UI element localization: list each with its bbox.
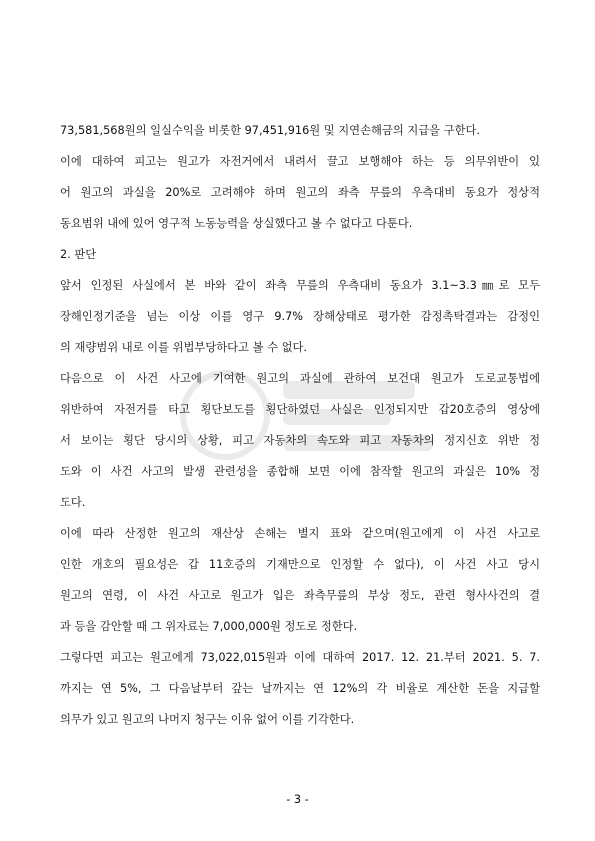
body-line-18: 그렇다면 피고는 원고에게 73,022,015원과 이에 대하여 2017. 12. 21.부터 2021. 5. 7. — [60, 651, 540, 664]
body-line-14: 이에 따라 산정한 원고의 재산상 손해는 별지 표와 같으며(원고에게 이 사건 사고로 — [60, 527, 540, 540]
body-line-1: 73,581,568원의 일실수익을 비롯한 97,451,916원 및 지연손해금의 지급을 구한다. — [60, 124, 480, 137]
body-line-2: 이에 대하여 피고는 원고가 자전거에서 내려서 끌고 보행해야 하는 등 의무위반이 있 — [60, 155, 540, 168]
body-line-13: 도다. — [60, 496, 86, 509]
body-line-12: 도와 이 사건 사고의 발생 관련성을 종합해 보면 이에 참작할 원고의 과실은 10% 정 — [60, 465, 540, 478]
body-line-8: 의 재량범위 내로 이를 위법부당하다고 볼 수 없다. — [60, 341, 307, 354]
body-line-11: 서 보이는 횡단 당시의 상황, 피고 자동차의 속도와 피고 자동차의 정지신호 위반 정 — [60, 434, 540, 447]
section-heading: 2. 판단 — [60, 248, 97, 261]
body-line-15: 인한 개호의 필요성은 갑 11호증의 기재만으로 인정할 수 없다), 이 사건 사고 당시 — [60, 558, 540, 571]
body-line-17: 과 등을 감안할 때 그 위자료는 7,000,000원 정도로 정한다. — [60, 620, 358, 633]
page-number: - 3 - — [286, 793, 309, 806]
body-line-16: 원고의 연령, 이 사건 사고로 원고가 입은 좌측무릎의 부상 정도, 관련 형사사건의 결 — [60, 589, 540, 602]
body-line-3: 어 원고의 과실을 20%로 고려해야 하며 원고의 좌측 무릎의 우측대비 동요가 정상적 — [60, 186, 540, 199]
body-line-19: 까지는 연 5%, 그 다음날부터 갚는 날까지는 연 12%의 각 비율로 계산한 돈을 지급할 — [60, 682, 540, 695]
body-line-4: 동요범위 내에 있어 영구적 노동능력을 상실했다고 볼 수 없다고 다툰다. — [60, 217, 413, 230]
body-line-6: 앞서 인정된 사실에서 본 바와 같이 좌측 무릎의 우측대비 동요가 3.1~3.3㎜로 모두 — [60, 279, 540, 292]
body-line-10: 위반하여 자전거를 타고 횡단보도를 횡단하였던 사실은 인정되지만 갑20호증의 영상에 — [60, 403, 540, 416]
body-line-20: 의무가 있고 원고의 나머지 청구는 이유 없어 이를 기각한다. — [60, 713, 355, 726]
body-line-7: 장해인정기준을 넘는 이상 이를 영구 9.7% 장해상태로 평가한 감정촉탁결과는 감정인 — [60, 310, 540, 323]
body-line-9: 다음으로 이 사건 사고에 기여한 원고의 과실에 관하여 보건대 원고가 도로교통법에 — [60, 372, 540, 385]
